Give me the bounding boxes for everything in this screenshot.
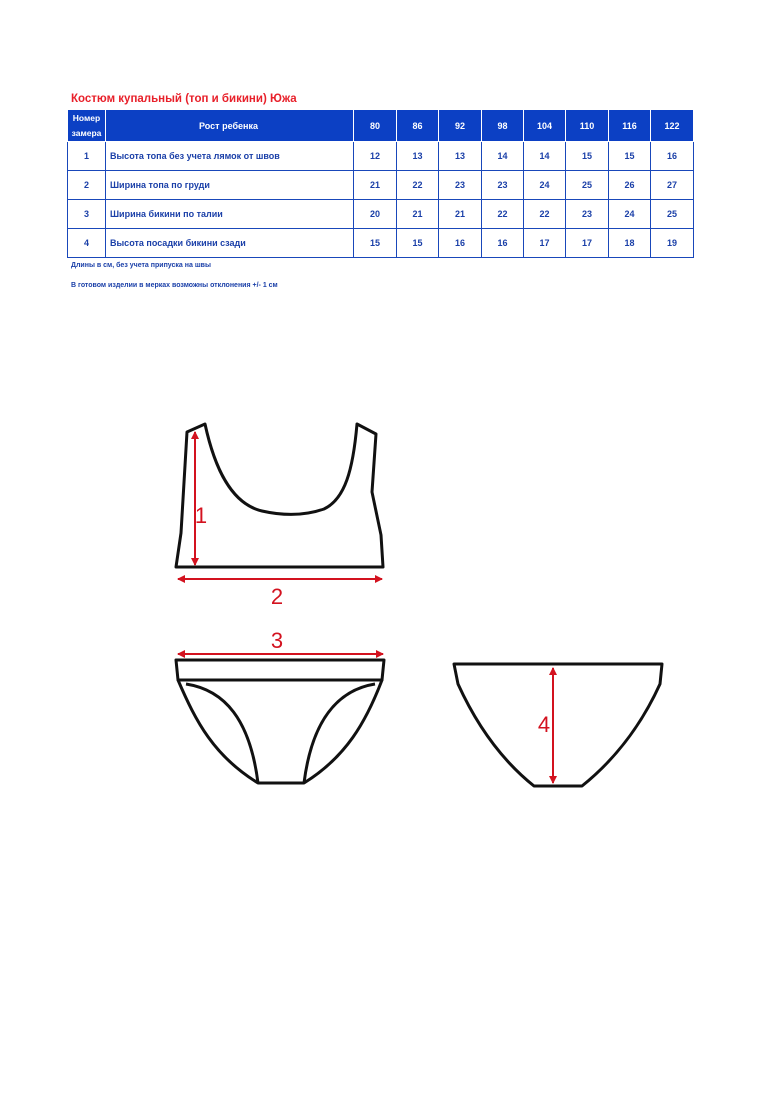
row-value: 21 (397, 200, 439, 229)
measurement-label-3: 3 (270, 628, 284, 653)
measurement-label-2: 2 (270, 584, 284, 609)
row-value: 22 (524, 200, 566, 229)
header-size: 80 (354, 110, 397, 142)
row-value: 23 (482, 171, 524, 200)
row-value: 19 (651, 229, 694, 258)
row-number: 4 (68, 229, 106, 258)
row-value: 15 (397, 229, 439, 258)
row-number: 2 (68, 171, 106, 200)
row-value: 13 (439, 142, 482, 171)
row-value: 13 (397, 142, 439, 171)
header-size: 86 (397, 110, 439, 142)
header-size: 122 (651, 110, 694, 142)
row-value: 15 (566, 142, 609, 171)
row-value: 14 (524, 142, 566, 171)
row-value: 14 (482, 142, 524, 171)
row-measure-name: Высота посадки бикини сзади (106, 229, 354, 258)
row-measure-name: Ширина бикини по талии (106, 200, 354, 229)
row-value: 26 (609, 171, 651, 200)
swim-top-outline (176, 424, 383, 567)
row-value: 16 (651, 142, 694, 171)
header-size: 92 (439, 110, 482, 142)
row-value: 24 (609, 200, 651, 229)
row-measure-name: Ширина топа по груди (106, 171, 354, 200)
row-value: 18 (609, 229, 651, 258)
row-value: 17 (524, 229, 566, 258)
row-value: 16 (439, 229, 482, 258)
header-size: 110 (566, 110, 609, 142)
row-value: 25 (651, 200, 694, 229)
row-value: 22 (397, 171, 439, 200)
row-value: 20 (354, 200, 397, 229)
header-size: 104 (524, 110, 566, 142)
bikini-front-outline (176, 660, 384, 783)
bikini-back-outline (454, 664, 662, 786)
row-number: 1 (68, 142, 106, 171)
row-value: 17 (566, 229, 609, 258)
header-size: 116 (609, 110, 651, 142)
row-value: 22 (482, 200, 524, 229)
document-title: Костюм купальный (топ и бикини) Южа (71, 93, 297, 105)
measurement-label-1: 1 (194, 503, 208, 528)
row-measure-name: Высота топа без учета лямок от швов (106, 142, 354, 171)
row-value: 16 (482, 229, 524, 258)
header-measure-no: Номер замера (68, 110, 106, 142)
row-value: 21 (354, 171, 397, 200)
note-tolerance: В готовом изделии в мерках возможны отклонения +/- 1 см (71, 282, 278, 289)
row-value: 25 (566, 171, 609, 200)
note-units: Длины в см, без учета припуска на швы (71, 262, 211, 269)
header-size: 98 (482, 110, 524, 142)
row-number: 3 (68, 200, 106, 229)
row-value: 23 (439, 171, 482, 200)
row-value: 24 (524, 171, 566, 200)
row-value: 21 (439, 200, 482, 229)
row-value: 27 (651, 171, 694, 200)
row-value: 15 (609, 142, 651, 171)
row-value: 12 (354, 142, 397, 171)
header-growth: Рост ребенка (106, 110, 354, 142)
row-value: 15 (354, 229, 397, 258)
row-value: 23 (566, 200, 609, 229)
measurement-label-4: 4 (537, 712, 551, 737)
